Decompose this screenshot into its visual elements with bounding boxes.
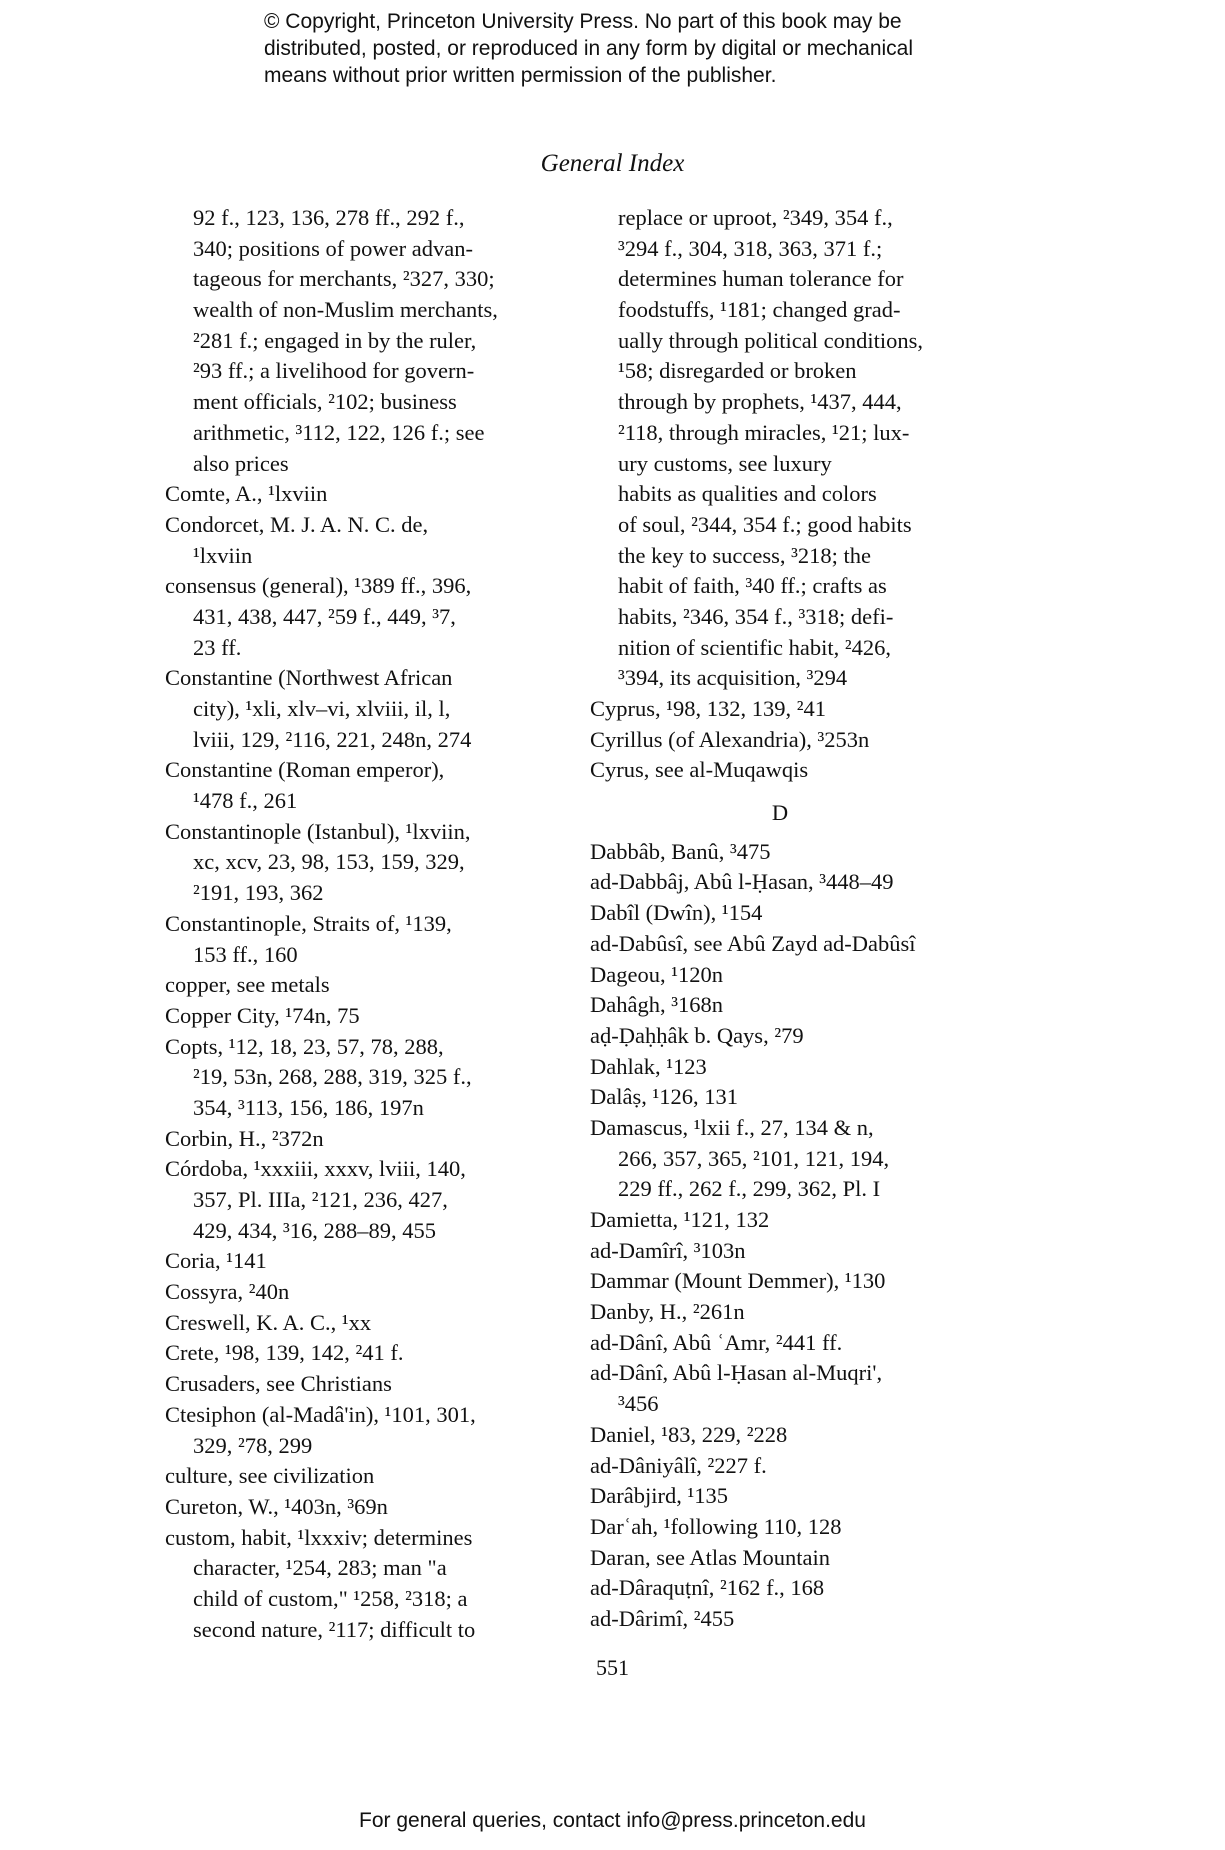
index-line: 429, 434, ³16, 288–89, 455 — [193, 1217, 436, 1243]
index-line: through by prophets, ¹437, 444, — [618, 389, 902, 415]
index-line: lviii, 129, ²116, 221, 248n, 274 — [193, 726, 472, 752]
index-line: arithmetic, ³112, 122, 126 f.; see — [193, 419, 485, 445]
index-line: ²191, 193, 362 — [193, 880, 324, 906]
index-line: Constantine (Northwest African — [165, 665, 453, 691]
index-line: 329, ²78, 299 — [193, 1432, 313, 1458]
index-line: ad-Dânî, Abû l-Ḥasan al-Muqri', — [590, 1360, 883, 1386]
index-line: ad-Dabûsî, see Abû Zayd ad-Dabûsî — [590, 930, 916, 956]
index-line: Daniel, ¹83, 229, ²228 — [590, 1421, 788, 1447]
copyright-line-1: © Copyright, Princeton University Press. No part of this book may be — [264, 10, 902, 33]
index-line: 153 ff., 160 — [193, 941, 298, 967]
index-line: Coria, ¹141 — [165, 1248, 267, 1274]
index-line: second nature, ²117; difficult to — [193, 1616, 476, 1642]
index-line: character, ¹254, 283; man "a — [193, 1555, 447, 1581]
left-index-column — [165, 203, 585, 1645]
index-line: Crusaders, see Christians — [165, 1371, 392, 1397]
index-line: Creswell, K. A. C., ¹xx — [165, 1309, 372, 1335]
index-line: determines human tolerance for — [618, 266, 904, 292]
index-line: ad-Dârimî, ²455 — [590, 1605, 735, 1631]
index-line: also prices — [193, 450, 289, 476]
index-line: habits, ²346, 354 f., ³318; defi- — [618, 603, 894, 629]
index-line: Corbin, H., ²372n — [165, 1125, 324, 1151]
copyright-notice — [264, 8, 1024, 89]
footer-contact: For general queries, contact info@press.princeton.edu — [359, 1809, 866, 1832]
index-line: habits as qualities and colors — [618, 481, 877, 507]
index-line: Constantinople (Istanbul), ¹lxviin, — [165, 818, 471, 844]
right-index-column — [590, 203, 1010, 1635]
index-line: custom, habit, ¹lxxxiv; determines — [165, 1524, 473, 1550]
index-line: Cureton, W., ¹403n, ³69n — [165, 1493, 388, 1519]
index-line: Cyrus, see al-Muqawqis — [590, 757, 809, 783]
right-column-d-entries — [590, 837, 1010, 1635]
index-line: Dabîl (Dwîn), ¹154 — [590, 900, 763, 926]
index-line: 431, 438, 447, ²59 f., 449, ³7, — [193, 603, 456, 629]
index-line: Daran, see Atlas Mountain — [590, 1544, 830, 1570]
index-line: ually through political conditions, — [618, 327, 923, 353]
index-line: Damascus, ¹lxii f., 27, 134 & n, — [590, 1114, 874, 1140]
index-line: xc, xcv, 23, 98, 153, 159, 329, — [193, 849, 465, 875]
index-line: habit of faith, ³40 ff.; crafts as — [618, 573, 887, 599]
index-line: Copts, ¹12, 18, 23, 57, 78, 288, — [165, 1033, 444, 1059]
index-line: ³294 f., 304, 318, 363, 371 f.; — [618, 235, 883, 261]
index-line: Constantinople, Straits of, ¹139, — [165, 910, 452, 936]
index-line: ad-Damîrî, ³103n — [590, 1237, 746, 1263]
page-number: 551 — [596, 1655, 629, 1680]
index-line: Dahlak, ¹123 — [590, 1053, 707, 1079]
index-line: 357, Pl. IIIa, ²121, 236, 427, — [193, 1187, 448, 1212]
index-line: 340; positions of power advan- — [193, 235, 473, 261]
index-line: ad-Dabbâj, Abû l-Ḥasan, ³448–49 — [590, 869, 894, 895]
index-line: ³456 — [618, 1391, 659, 1417]
index-line: Dahâgh, ³168n — [590, 992, 723, 1018]
index-line: child of custom," ¹258, ²318; a — [193, 1585, 468, 1611]
index-line: Cyprus, ¹98, 132, 139, ²41 — [590, 696, 826, 721]
index-line: consensus (general), ¹389 ff., 396, — [165, 573, 472, 599]
copyright-line-3: means without prior written permission of the publisher. — [264, 64, 777, 87]
index-line: ad-Dâraquṭnî, ²162 f., 168 — [590, 1575, 825, 1601]
index-line: ¹478 f., 261 — [193, 788, 298, 814]
index-line: Ctesiphon (al-Madâ'in), ¹101, 301, — [165, 1401, 476, 1427]
index-line: Dalâṣ, ¹126, 131 — [590, 1084, 738, 1110]
index-line: ad-Dâniyâlî, ²227 f. — [590, 1452, 767, 1478]
index-line: ¹lxviin — [193, 542, 253, 568]
index-line: ²19, 53n, 268, 288, 319, 325 f., — [193, 1064, 472, 1090]
index-line: culture, see civilization — [165, 1463, 375, 1489]
index-line: 354, ³113, 156, 186, 197n — [193, 1094, 424, 1120]
index-line: Constantine (Roman emperor), — [165, 757, 445, 783]
index-line: Córdoba, ¹xxxiii, xxxv, lviii, 140, — [165, 1156, 466, 1182]
index-line: nition of scientific habit, ²426, — [618, 634, 891, 660]
index-line: of soul, ²344, 354 f.; good habits — [618, 511, 912, 537]
index-line: Dammar (Mount Demmer), ¹130 — [590, 1268, 886, 1294]
index-line: Cossyra, ²40n — [165, 1279, 290, 1305]
index-line: replace or uproot, ²349, 354 f., — [618, 205, 893, 230]
index-line: Condorcet, M. J. A. N. C. de, — [165, 511, 429, 537]
running-head: General Index — [540, 150, 685, 177]
index-line: Comte, A., ¹lxviin — [165, 481, 328, 507]
index-line: copper, see metals — [165, 972, 330, 998]
index-line: Darâbjird, ¹135 — [590, 1483, 728, 1509]
index-line: ury customs, see luxury — [618, 450, 832, 476]
index-line: Dabbâb, Banû, ³475 — [590, 838, 771, 864]
index-line: foodstuffs, ¹181; changed grad- — [618, 297, 901, 323]
index-line: Copper City, ¹74n, 75 — [165, 1002, 360, 1028]
index-line: Darʿah, ¹following 110, 128 — [590, 1513, 842, 1539]
index-line: city), ¹xli, xlv–vi, xlviii, il, l, — [193, 696, 451, 721]
index-line: Cyrillus (of Alexandria), ³253n — [590, 726, 870, 752]
index-line: ¹58; disregarded or broken — [618, 358, 857, 384]
index-line: ²118, through miracles, ¹21; lux- — [618, 419, 910, 445]
right-column-c-entries — [590, 203, 1010, 786]
index-line: the key to success, ³218; the — [618, 542, 871, 568]
index-line: Dageou, ¹120n — [590, 961, 723, 987]
index-line: 92 f., 123, 136, 278 ff., 292 f., — [193, 205, 465, 230]
index-line: ad-Dânî, Abû ʿAmr, ²441 ff. — [590, 1329, 843, 1355]
index-line: wealth of non-Muslim merchants, — [193, 297, 498, 323]
index-line: tageous for merchants, ²327, 330; — [193, 266, 495, 292]
letter-heading-d: D — [771, 800, 789, 826]
index-line: 266, 357, 365, ²101, 121, 194, — [618, 1145, 890, 1171]
index-line: ²93 ff.; a livelihood for govern- — [193, 358, 475, 384]
index-line: Damietta, ¹121, 132 — [590, 1207, 770, 1232]
index-line: ment officials, ²102; business — [193, 389, 457, 415]
index-line: 23 ff. — [193, 634, 242, 660]
index-line: Danby, H., ²261n — [590, 1299, 745, 1325]
index-line: Crete, ¹98, 139, 142, ²41 f. — [165, 1340, 404, 1366]
copyright-line-2: distributed, posted, or reproduced in any form by digital or mechanical — [264, 37, 914, 60]
index-line: aḍ-Ḍaḥḥâk b. Qays, ²79 — [590, 1022, 804, 1048]
index-line: 229 ff., 262 f., 299, 362, Pl. I — [618, 1176, 881, 1202]
index-line: ²281 f.; engaged in by the ruler, — [193, 327, 477, 353]
index-line: ³394, its acquisition, ³294 — [618, 665, 848, 691]
